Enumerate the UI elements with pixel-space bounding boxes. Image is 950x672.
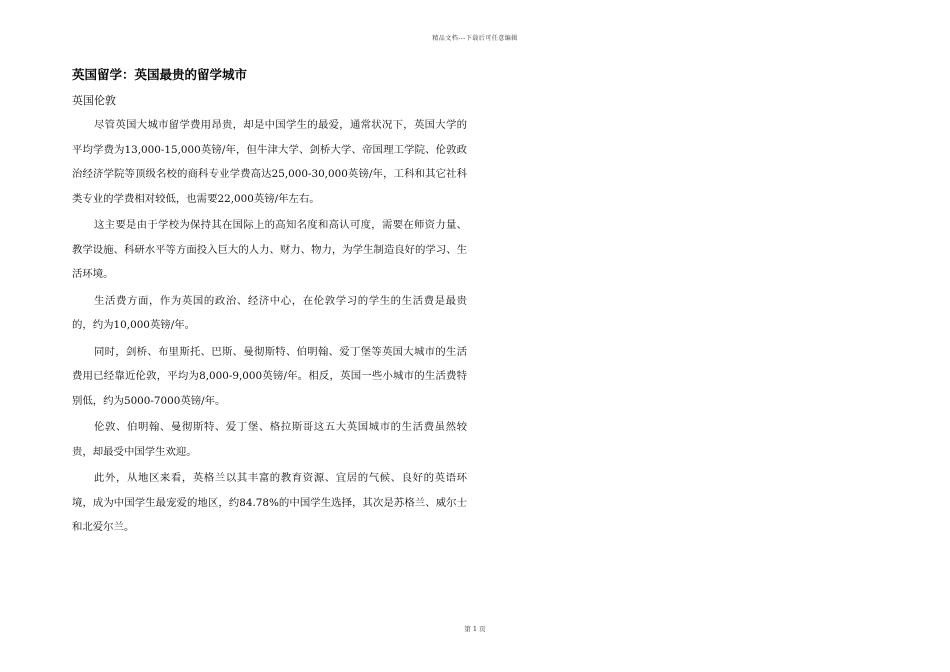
document-title: 英国留学：英国最贵的留学城市: [72, 67, 248, 82]
paragraph-tuition: 尽管英国大城市留学费用昂贵，却是中国学生的最爱，通常状况下，英国大学的平均学费为13,000-15,000英镑/年，但牛津大学、剑桥大学、帝国理工学院、伦敦政治经济学院等顶级名校的商科专业学费高达25,000-30,000英镑/年，工科和其它社科类专业的学费相对较低，也需要22,000英镑/年左右。: [72, 119, 467, 205]
page-header: 精品文档---下载后可任意编辑: [432, 35, 518, 42]
page-number: 第 1 页: [464, 625, 486, 633]
paragraph-regions: 此外，从地区来看，英格兰以其丰富的教育资源、宜居的气候、良好的英语环境，成为中国学生最宠爱的地区，约84.78%的中国学生选择，其次是苏格兰、威尔士和北爱尔兰。: [72, 472, 467, 533]
paragraph-popular-cities: 伦敦、伯明翰、曼彻斯特、爱丁堡、格拉斯哥这五大英国城市的生活费虽然较贵，却最受中国学生欢迎。: [72, 421, 467, 458]
paragraph-reason: 这主要是由于学校为保持其在国际上的高知名度和高认可度，需要在师资力量、教学设施、科研水平等方面投入巨大的人力、财力、物力，为学生制造良好的学习、生活环境。: [72, 219, 467, 280]
paragraph-living-cost-london: 生活费方面，作为英国的政治、经济中心，在伦敦学习的学生的生活费是最贵的，约为10,000英镑/年。: [72, 294, 467, 331]
document-body: [72, 64, 467, 542]
section-title: 英国伦敦: [72, 94, 116, 107]
paragraph-living-cost-cities: 同时，剑桥、布里斯托、巴斯、曼彻斯特、伯明翰、爱丁堡等英国大城市的生活费用已经靠近伦敦，平均为8,000-9,000英镑/年。相反，英国一些小城市的生活费特别低，约为5000-7000英镑/年。: [72, 345, 467, 407]
